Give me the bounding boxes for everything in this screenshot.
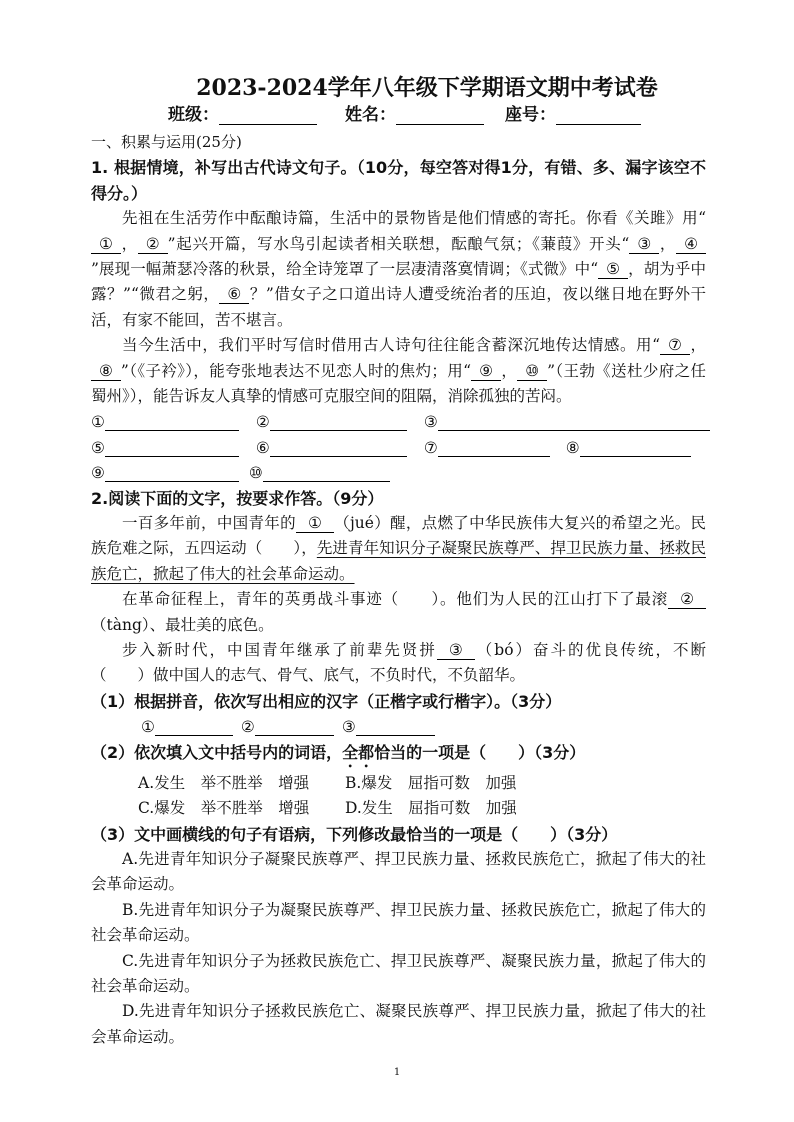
- passage-text: 先祖在生活劳作中酝酿诗篇，生活中的景物皆是他们情感的寄托。你看《关雎》用“: [122, 209, 706, 228]
- exam-content: [91, 130, 706, 1050]
- name-blank: [396, 105, 484, 125]
- subquestion-2-options-row-1: [91, 771, 706, 796]
- answer-line: [580, 439, 691, 457]
- question-2-paragraph-2: [91, 587, 706, 638]
- fill-blank-10: ⑩: [517, 363, 547, 381]
- answer-slot: [91, 439, 239, 457]
- fill-blank-3: ③: [629, 236, 659, 254]
- page-number: 1: [393, 1067, 401, 1078]
- passage-text: 。他们为人民的江山打下了最滚: [440, 590, 669, 609]
- answer-line: [356, 718, 435, 736]
- question-2-paragraph-1: [91, 511, 706, 587]
- answer-number: ③: [423, 413, 438, 432]
- answer-number: ⑤: [91, 438, 105, 457]
- option-b: B.爆发 屈指可数 加强: [345, 773, 517, 792]
- option-d: D.发生 屈指可数 加强: [345, 799, 517, 818]
- subquestion-3-option-b: B.先进青年知识分子为凝聚民族尊严、捍卫民族力量、拯救民族危亡，掀起了伟大的社会革命运动。: [91, 900, 706, 945]
- passage-text: ，: [301, 539, 317, 558]
- answer-slot: [141, 718, 233, 736]
- passage-text: ？”借女子之口道出诗人遭受统治者的压迫，夜以继日地在野外干活，有家不能回，苦不堪言。: [91, 285, 706, 329]
- fill-blank-2: ②: [138, 236, 168, 254]
- subquestion-3-prompt: （3）文中画横线的句子有语病，下列修改最恰当的一项是（ ）（3分）: [91, 824, 618, 844]
- question-1-paragraph-2: [91, 333, 706, 409]
- prompt-text: （2）依次填入文中括号内的词语，: [91, 742, 343, 762]
- question-1-answer-row-2: [91, 435, 706, 460]
- answer-slot: [241, 718, 334, 736]
- section-heading: 一、积累与运用(25分): [91, 133, 242, 151]
- answer-slot: [424, 413, 710, 431]
- answer-slot: [424, 439, 550, 457]
- answer-slot: [256, 413, 407, 431]
- fill-blank-1: ①: [296, 515, 334, 533]
- subquestion-3-option-a: A.先进青年知识分子凝聚民族尊严、捍卫民族力量、拯救民族危亡，掀起了伟大的社会革命运动。: [91, 849, 706, 894]
- class-blank: [219, 105, 317, 125]
- empty-parentheses: （ ）: [91, 666, 154, 685]
- passage-text: 在革命征程上，青年的英勇战斗事迹: [122, 590, 383, 609]
- subquestion-2-options-row-2: [91, 796, 706, 821]
- answer-line: [438, 439, 550, 457]
- answer-line: [105, 413, 239, 431]
- answer-line: [155, 718, 233, 736]
- fill-blank-3: ③: [437, 642, 475, 660]
- passage-text: ”（王勃《送杜少府之任蜀州》），能告诉友人真挚的情感可克服空间的阻隔，消除孤独的苦闷。: [91, 361, 706, 406]
- answer-line: [270, 439, 407, 457]
- passage-text: 一百多年前，中国青年的: [122, 514, 296, 533]
- passage-text: 步入新时代，中国青年继承了前辈先贤拼: [122, 641, 437, 660]
- student-info-row: [168, 102, 641, 128]
- question-1-answer-row-1: [91, 409, 706, 434]
- subquestion-2-prompt: [91, 740, 706, 771]
- passage-text: ，: [659, 234, 677, 253]
- passage-text: （tàng）、最壮美的底色。: [91, 615, 274, 634]
- passage-text: ，: [120, 234, 138, 253]
- question-1-paragraph-1: [91, 206, 706, 333]
- subquestion-3-option-d: D.先进青年知识分子拯救民族危亡、凝聚民族尊严、捍卫民族力量，掀起了伟大的社会革命运动。: [91, 1002, 706, 1046]
- fill-blank-9: ⑨: [471, 363, 501, 381]
- fill-blank-5: ⑤: [598, 261, 628, 279]
- question-1-prompt: 1. 根据情境，补写出古代诗文句子。（10分，每空答对得1分，有错、多、漏字该空不得分。）: [91, 158, 706, 203]
- passage-text: ”展现一幅萧瑟冷落的秋景，给全诗笼罩了一层凄清落寞情调；《式微》中“: [91, 260, 599, 279]
- fill-blank-1: ①: [91, 236, 121, 254]
- answer-slot: [566, 439, 691, 457]
- answer-number: ⑩: [248, 463, 263, 482]
- answer-line: [105, 464, 239, 482]
- fill-blank-4: ④: [676, 236, 706, 254]
- exam-title: 2023-2024学年八年级下学期语文期中考试卷: [196, 75, 658, 101]
- passage-text: （bó）奋斗的优良传统，不断: [474, 641, 706, 660]
- question-2-paragraph-3: [91, 638, 706, 689]
- passage-text: ，胡为乎中露？”“微君之躬，: [91, 260, 706, 304]
- answer-number: ②: [240, 717, 255, 736]
- passage-text: ，: [689, 336, 706, 355]
- class-label: 班级：: [168, 105, 219, 125]
- answer-number: ②: [255, 413, 270, 432]
- answer-number: ⑦: [423, 438, 438, 457]
- passage-text: （jué）醒，点燃了中华民族伟大复兴的希望之光。民族危难之际，五四运动: [91, 514, 706, 558]
- answer-line: [263, 464, 390, 482]
- answer-number: ⑨: [91, 463, 105, 482]
- seat-label: 座号：: [505, 105, 556, 125]
- subquestion-3-option-c: C.先进青年知识分子为拯救民族危亡、捍卫民族尊严、凝聚民族力量，掀起了伟大的社会革命运动。: [91, 951, 706, 995]
- subquestion-1-prompt: （1）根据拼音，依次写出相应的汉字（正楷字或行楷字）。（3分）: [91, 691, 562, 711]
- name-label: 姓名：: [345, 105, 396, 125]
- answer-line: [438, 413, 710, 431]
- emphasized-words: 全都: [342, 742, 375, 762]
- answer-number: ⑧: [565, 438, 580, 457]
- question-2: [91, 486, 706, 1051]
- answer-number: ①: [91, 413, 105, 432]
- underlined-sentence: 先进青年知识分子凝聚民族尊严、捍卫民族力量、拯救民族危亡，掀起了伟大的社会革命运动。: [91, 539, 706, 583]
- passage-text: ，: [500, 361, 518, 380]
- fill-blank-2: ②: [668, 591, 706, 609]
- answer-slot: [342, 718, 435, 736]
- fill-blank-7: ⑦: [660, 337, 690, 355]
- answer-slot: [256, 439, 407, 457]
- option-c: C.爆发 举不胜举 增强: [138, 799, 310, 818]
- passage-text: 当今生活中，我们平时写信时借用古人诗句往往能含蓄深沉地传达情感。用“: [122, 336, 661, 355]
- passage-text: 做中国人的志气、骨气、底气，不负时代，不负韶华。: [153, 666, 526, 685]
- prompt-text: 恰当的一项是（ ）（3分）: [374, 742, 586, 762]
- question-2-prompt: 2.阅读下面的文字，按要求作答。（9分）: [91, 488, 384, 508]
- answer-slot: [249, 464, 390, 482]
- empty-parentheses: （ ）: [246, 539, 302, 558]
- answer-slot: [91, 464, 239, 482]
- passage-text: ”（《子衿》），能夸张地表达不见恋人时的焦灼；用“: [120, 361, 472, 380]
- empty-parentheses: （ ）: [382, 590, 441, 609]
- answer-number: ①: [141, 717, 155, 736]
- passage-text: ”起兴开篇，写水鸟引起读者相关联想，酝酿气氛；《蒹葭》开头“: [167, 234, 630, 253]
- answer-number: ③: [341, 717, 356, 736]
- answer-line: [255, 718, 334, 736]
- question-1-answer-row-3: [91, 460, 706, 485]
- fill-blank-8: ⑧: [91, 363, 121, 381]
- subquestion-1-answer-row: [91, 714, 706, 739]
- seat-blank: [556, 105, 641, 125]
- answer-line: [270, 413, 407, 431]
- answer-line: [105, 439, 239, 457]
- answer-number: ⑥: [255, 438, 270, 457]
- option-a: A.发生 举不胜举 增强: [138, 773, 310, 792]
- answer-slot: [91, 413, 239, 431]
- fill-blank-6: ⑥: [219, 286, 249, 304]
